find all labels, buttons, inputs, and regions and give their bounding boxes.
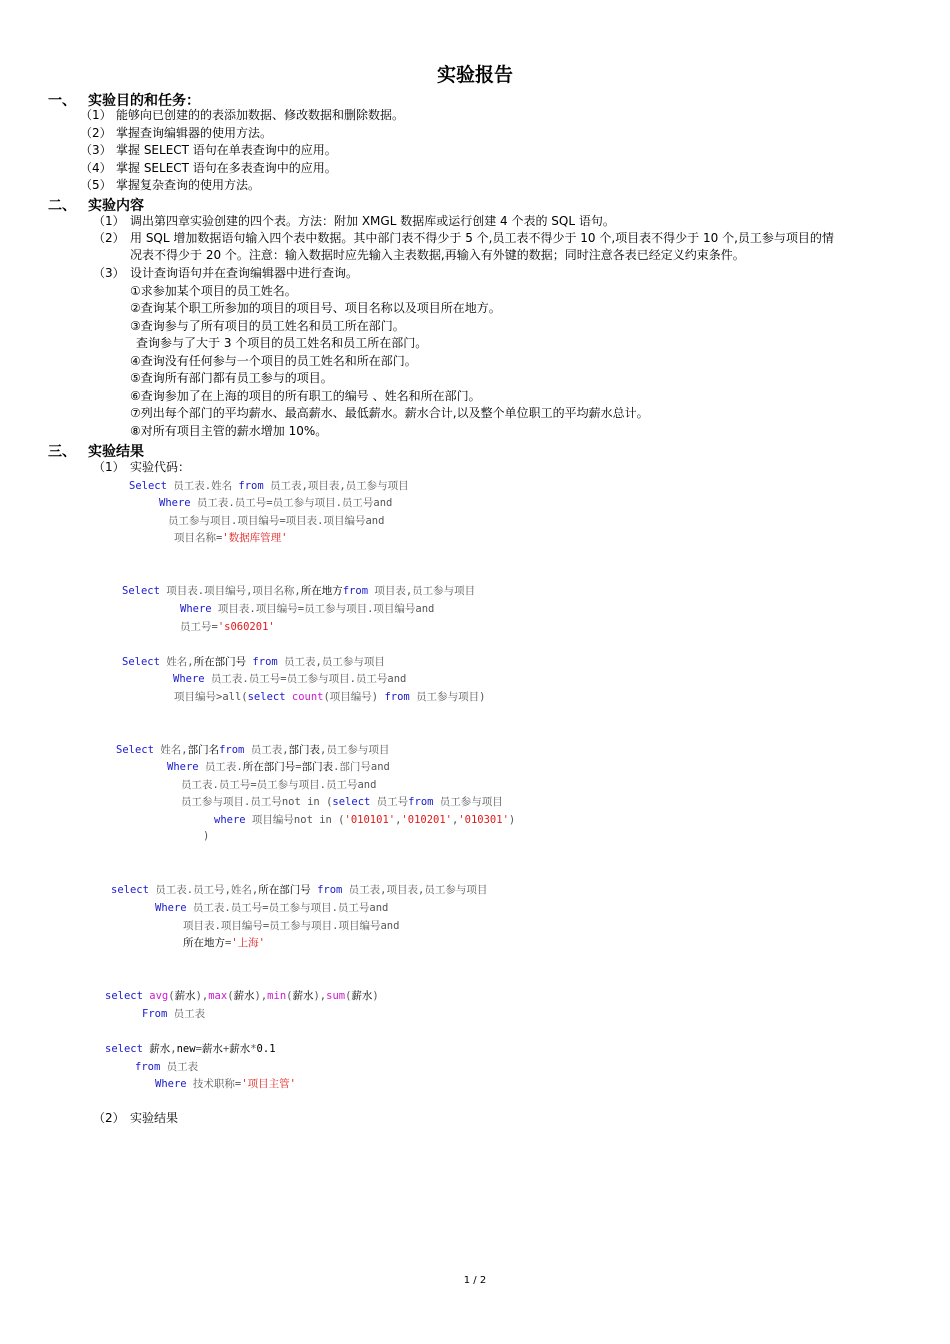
page-number: 1 / 2 (463, 1275, 487, 1286)
code-line: 员工号='s060201' (180, 621, 275, 633)
query-item: ⑥查询参加了在上海的项目的所有职工的编号 、姓名和所在部门。 (130, 389, 481, 403)
code-line: from 员工表 (135, 1061, 199, 1073)
code-line: From 员工表 (142, 1008, 206, 1020)
code-line: 员工参与项目.员工号not in (select 员工号from 员工参与项目 (181, 796, 503, 808)
code-line: 员工参与项目.项目编号=项目表.项目编号and (168, 515, 385, 527)
query-item: ②查询某个职工所参加的项目的项目号、项目名称以及项目所在地方。 (130, 301, 501, 315)
code-line: Where 员工表.员工号=员工参与项目.员工号and (155, 902, 389, 914)
list-item-text: 能够向已创建的的表添加数据、修改数据和删除数据。 (116, 108, 405, 122)
list-item-number: （3） (80, 143, 112, 157)
query-item: 查询参与了大于 3 个项目的员工姓名和员工所在部门。 (136, 336, 428, 350)
page-title: 实验报告 (436, 64, 513, 86)
query-item: ⑦列出每个部门的平均薪水、最高薪水、最低薪水。薪水合计,以及整个单位职工的平均薪水总计。 (130, 406, 649, 420)
code-line: 项目编号>all(select count(项目编号) from 员工参与项目) (174, 691, 486, 703)
query-item: ①求参加某个项目的员工姓名。 (130, 284, 297, 298)
section-3-number: 三、 (48, 444, 76, 460)
code-line: Select 项目表.项目编号,项目名称,所在地方from 项目表,员工参与项目 (122, 585, 476, 597)
code-line: Where 员工表.员工号=员工参与项目.员工号and (159, 497, 393, 509)
list-item-number: （5） (80, 178, 112, 192)
list-item-text: 况表不得少于 20 个。注意：输入数据时应先输入主表数据,再输入有外键的数据；同时注意各表已经定义约束条件。 (130, 248, 745, 262)
list-item-text: 调出第四章实验创建的四个表。方法：附加 XMGL 数据库或运行创建 4 个表的 SQL 语句。 (130, 214, 615, 228)
section-1-number: 一、 (48, 93, 76, 109)
list-item-number: （3） (93, 266, 125, 280)
code-line: select 薪水,new=薪水+薪水*0.1 (105, 1043, 276, 1055)
list-item-text: 实验结果 (130, 1111, 179, 1125)
list-item-text: 设计查询语句并在查询编辑器中进行查询。 (130, 266, 359, 280)
code-line: select avg(薪水),max(薪水),min(薪水),sum(薪水) (105, 990, 379, 1002)
code-line: 项目表.项目编号=员工参与项目.项目编号and (183, 920, 400, 932)
list-item-text: 用 SQL 增加数据语句输入四个表中数据。其中部门表不得少于 5 个,员工表不得少于 10 个,项目表不得少于 10 个,员工参与项目的情 (130, 231, 834, 245)
list-item-number: （4） (80, 161, 112, 175)
query-item: ⑤查询所有部门都有员工参与的项目。 (130, 371, 333, 385)
section-1-heading: 实验目的和任务： (88, 93, 200, 109)
list-item-number: （2） (80, 126, 112, 140)
code-line: Select 姓名,部门名from 员工表,部门表,员工参与项目 (116, 744, 390, 756)
code-line: 所在地方='上海' (183, 937, 265, 949)
query-item: ⑧对所有项目主管的薪水增加 10%。 (130, 424, 328, 438)
section-2-heading: 实验内容 (88, 198, 144, 214)
code-line: Where 员工表.员工号=员工参与项目.员工号and (173, 673, 407, 685)
code-line: ) (203, 830, 210, 842)
code-line: Select 姓名,所在部门号 from 员工表,员工参与项目 (122, 656, 385, 668)
query-item: ③查询参与了所有项目的员工姓名和员工所在部门。 (130, 319, 405, 333)
list-item-text: 掌握查询编辑器的使用方法。 (116, 126, 273, 140)
section-3-heading: 实验结果 (88, 444, 144, 460)
code-line: Where 项目表.项目编号=员工参与项目.项目编号and (180, 603, 435, 615)
code-line: select 员工表.员工号,姓名,所在部门号 from 员工表,项目表,员工参与项目 (111, 884, 488, 896)
code-line: Select 员工表.姓名 from 员工表,项目表,员工参与项目 (129, 480, 409, 492)
query-item: ④查询没有任何参与一个项目的员工姓名和所在部门。 (130, 354, 417, 368)
code-line: where 项目编号not in ('010101','010201','010301') (214, 814, 516, 826)
code-line: Where 技术职称='项目主管' (155, 1078, 296, 1090)
list-item-number: （1） (80, 108, 112, 122)
list-item-text: 实验代码： (130, 460, 191, 474)
list-item-text: 掌握复杂查询的使用方法。 (116, 178, 261, 192)
section-2-number: 二、 (48, 198, 76, 214)
code-line: 员工表.员工号=员工参与项目.员工号and (181, 779, 377, 791)
list-item-text: 掌握 SELECT 语句在单表查询中的应用。 (116, 143, 337, 157)
list-item-number: （2） (93, 1111, 125, 1125)
list-item-number: （2） (93, 231, 125, 245)
code-line: 项目名称='数据库管理' (174, 532, 288, 544)
list-item-text: 掌握 SELECT 语句在多表查询中的应用。 (116, 161, 337, 175)
code-line: Where 员工表.所在部门号=部门表.部门号and (167, 761, 390, 773)
list-item-number: （1） (93, 214, 125, 228)
list-item-number: （1） (93, 460, 125, 474)
